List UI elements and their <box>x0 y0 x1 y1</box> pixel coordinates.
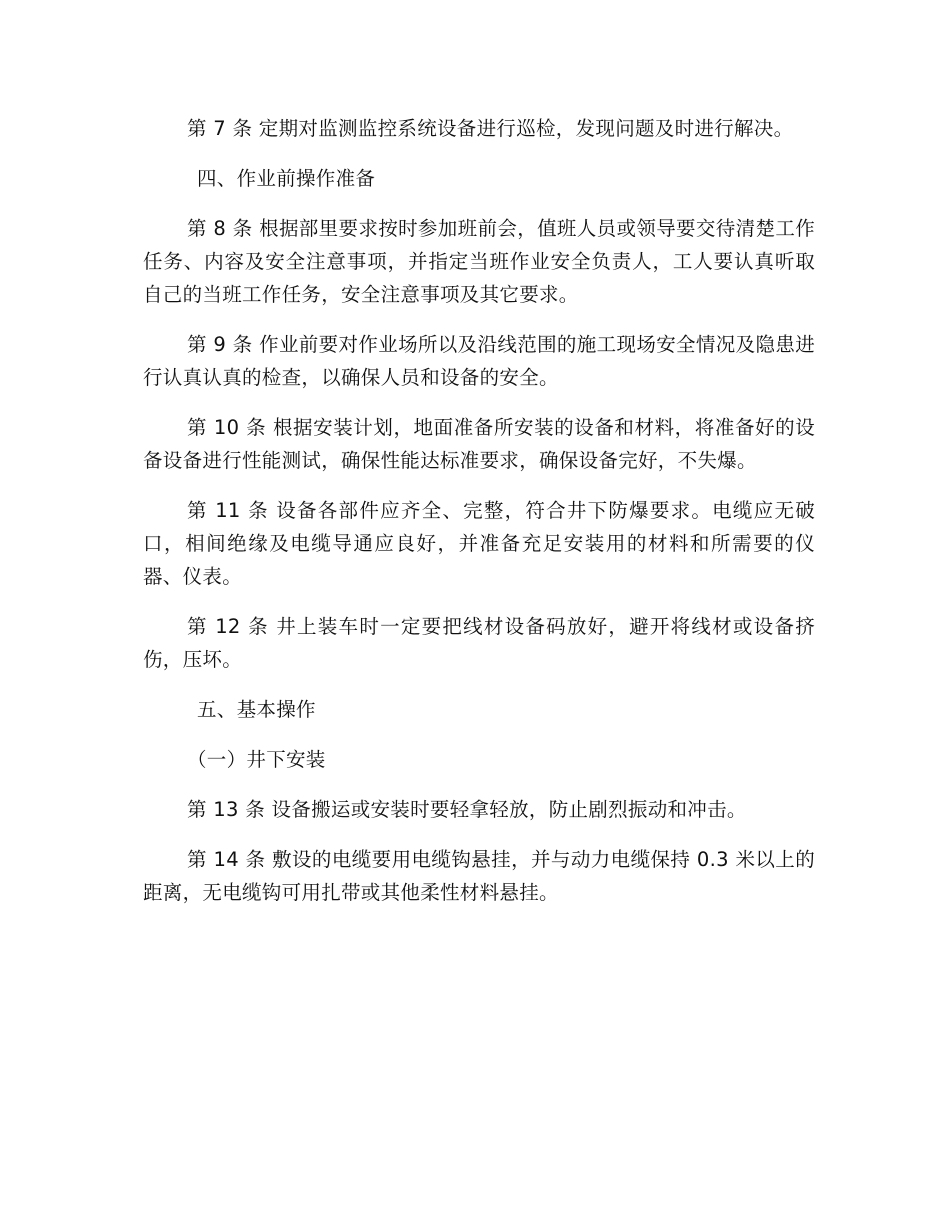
article-12: 第 12 条 井上装车时一定要把线材设备码放好，避开将线材或设备挤伤，压坏。 <box>143 615 815 671</box>
article-7: 第 7 条 定期对监测监控系统设备进行巡检，发现问题及时进行解决。 <box>187 117 794 140</box>
subsection-heading-1: （一）井下安装 <box>187 748 326 771</box>
article-14: 第 14 条 敷设的电缆要用电缆钩悬挂，并与动力电缆保持 0.3 米以上的距离，无电缆钩可用扎带或其他柔性材料悬挂。 <box>143 848 815 904</box>
section-heading-4: 四、作业前操作准备 <box>197 167 376 190</box>
article-8: 第 8 条 根据部里要求按时参加班前会，值班人员或领导要交待清楚工作任务、内容及安全注意事项，并指定当班作业安全负责人，工人要认真听取自己的当班工作任务，安全注意事项及其它要求。 <box>143 217 815 306</box>
article-9: 第 9 条 作业前要对作业场所以及沿线范围的施工现场安全情况及隐患进行认真认真的检查，以确保人员和设备的安全。 <box>143 333 815 389</box>
article-10: 第 10 条 根据安装计划，地面准备所安装的设备和材料，将准备好的设备设备进行性能测试，确保性能达标准要求，确保设备完好，不失爆。 <box>143 416 815 472</box>
section-heading-5: 五、基本操作 <box>197 698 316 721</box>
article-13: 第 13 条 设备搬运或安装时要轻拿轻放，防止剧烈振动和冲击。 <box>187 798 747 821</box>
document-body <box>143 112 815 909</box>
article-11: 第 11 条 设备各部件应齐全、完整，符合井下防爆要求。电缆应无破口，相间绝缘及电缆导通应良好，并准备充足安装用的材料和所需要的仪器、仪表。 <box>143 499 815 588</box>
